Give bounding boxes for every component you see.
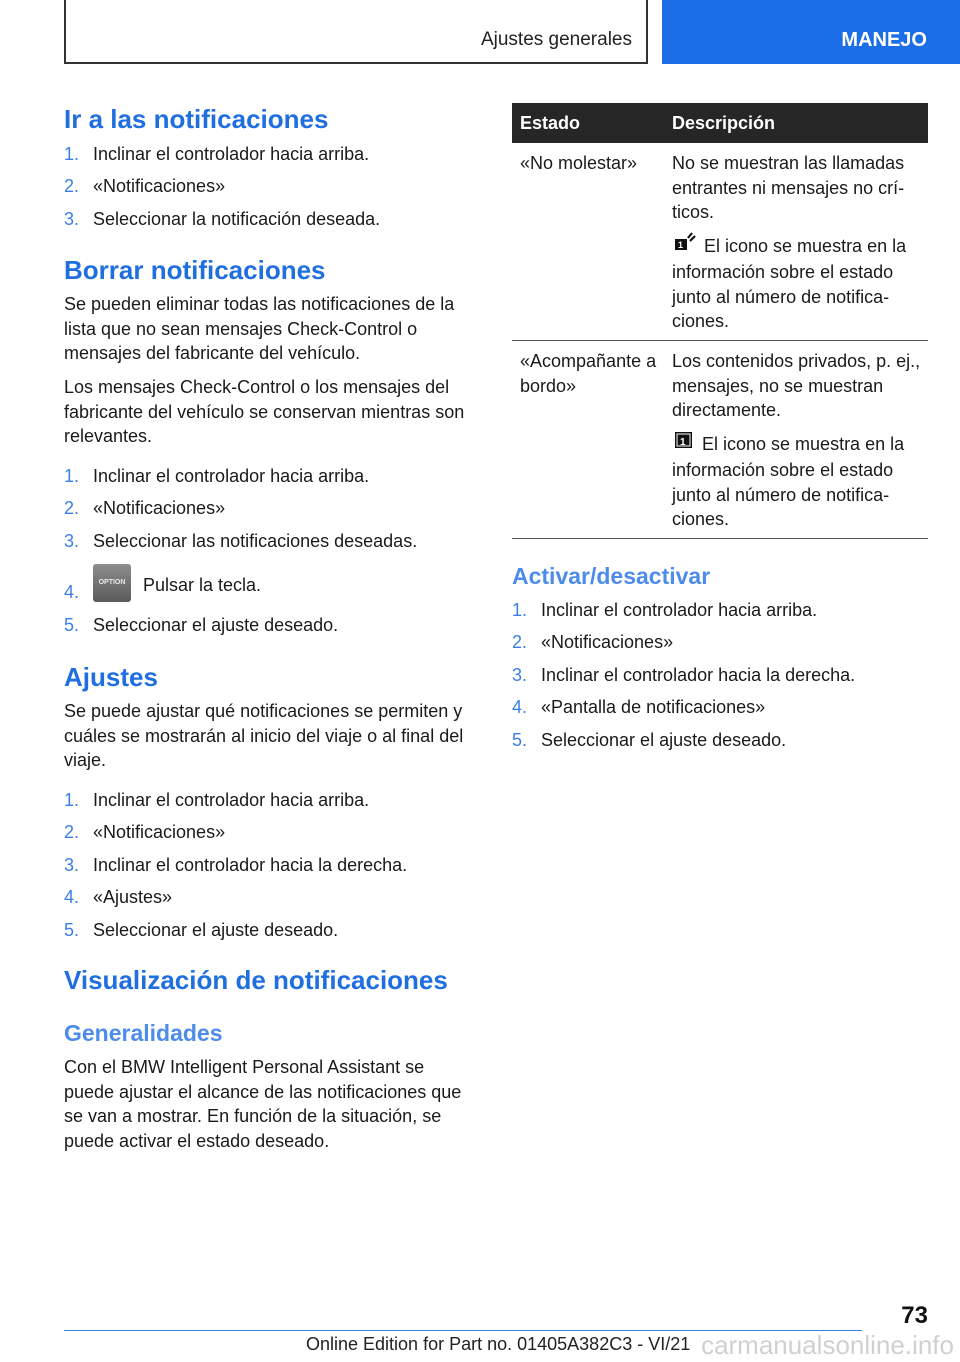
step-number: 1. <box>64 144 80 164</box>
state-table <box>512 103 928 539</box>
paragraph-display: Con el BMW Intelligent Personal Assistant se puede ajustar el alcance de las notificaciones que se van a mostrar. En función de la situación, se puede activar el estado deseado. <box>64 1057 462 1151</box>
paragraph-settings: Se puede ajustar qué notificaciones se permiten y cuáles se mostrarán al inicio del viaje o al final del viaje. <box>64 701 464 770</box>
svg-text:1: 1 <box>678 239 684 250</box>
step-number: 5. <box>64 919 80 940</box>
list-item <box>64 821 484 853</box>
list-item <box>64 614 484 646</box>
option-key-icon: OPTION <box>93 564 131 602</box>
header-section-title: Ajustes generales <box>480 29 632 50</box>
list-item <box>64 208 484 240</box>
list-item <box>64 143 484 175</box>
table-header-description: Descripción <box>672 113 776 133</box>
footer-edition: Online Edition for Part no. 01405A382C3 - VI/21 <box>306 1334 691 1354</box>
step-number: 3. <box>512 664 528 685</box>
step-text: Inclinar el controlador hacia la derecha. <box>541 664 856 685</box>
table-cell-description <box>672 151 922 343</box>
step-text: «Notificaciones» <box>93 176 226 197</box>
header-chapter-tab[interactable] <box>662 0 960 64</box>
list-item <box>64 465 484 497</box>
steps-goto <box>64 143 484 240</box>
page-number: 73 <box>901 1302 928 1329</box>
heading-goto-notifications: Ir a las notificaciones <box>64 104 329 134</box>
step-number: 3. <box>64 530 80 551</box>
step-number: 3. <box>64 854 80 875</box>
step-text: Seleccionar el ajuste deseado. <box>93 919 339 940</box>
step-number: 1. <box>64 790 80 810</box>
list-item <box>64 574 484 613</box>
step-text-with-key <box>93 567 261 605</box>
heading-delete-notifications: Borrar notificaciones <box>64 255 326 285</box>
table-header-state: Estado <box>520 113 581 133</box>
table-row <box>512 143 928 341</box>
step-text: Inclinar el controlador hacia la derecha. <box>93 854 408 875</box>
list-item <box>64 789 484 821</box>
step-text: Inclinar el controlador hacia arriba. <box>93 466 370 486</box>
list-item <box>512 696 928 728</box>
list-item <box>512 729 928 761</box>
list-item <box>64 530 484 562</box>
step-number: 4. <box>64 582 80 602</box>
do-not-disturb-icon <box>674 232 696 259</box>
step-text: «Notificaciones» <box>93 498 226 519</box>
icon-note-text: El icono se muestra en la información sobre el estado junto al número de notificaciones. <box>672 433 905 529</box>
step-text: Seleccionar las notificaciones deseadas. <box>93 530 418 551</box>
list-item <box>512 631 928 663</box>
step-text: «Ajustes» <box>93 887 173 908</box>
step-number: 2. <box>512 632 528 653</box>
step-number: 2. <box>64 176 80 197</box>
header-box <box>64 0 648 64</box>
heading-settings: Ajustes <box>64 662 158 692</box>
step-text: Seleccionar el ajuste deseado. <box>541 729 787 750</box>
list-item <box>512 599 928 631</box>
paragraph-delete-1: Se pueden eliminar todas las notificaciones de la lista que no sean mensajes Check-Control o mensajes del fabricante del vehículo. <box>64 294 455 363</box>
row-icon-note <box>672 432 922 532</box>
subheading-toggle: Activar/desactivar <box>512 563 711 589</box>
step-number: 2. <box>64 822 80 843</box>
step-number: 4. <box>64 887 80 908</box>
list-item <box>64 919 484 951</box>
list-item <box>512 664 928 696</box>
step-number: 1. <box>512 600 528 620</box>
steps-delete <box>64 465 484 562</box>
list-item <box>64 886 484 918</box>
icon-note-text: El icono se muestra en la información sobre el estado junto al número de notificaciones. <box>672 235 907 331</box>
watermark: carmanualsonline.info <box>701 1330 954 1360</box>
step-text: Seleccionar el ajuste deseado. <box>93 615 339 635</box>
steps-toggle <box>512 599 928 761</box>
list-item <box>64 175 484 207</box>
table-header <box>512 103 928 143</box>
paragraph-delete-2: Los mensajes Check-Control o los mensajes del fabricante del vehículo se conservan mientras son relevantes. <box>64 377 465 446</box>
table-row <box>512 341 928 539</box>
step-text: Inclinar el controlador hacia arriba. <box>93 144 370 164</box>
step-number: 4. <box>512 697 528 718</box>
step-number: 3. <box>64 208 80 229</box>
step-number: 5. <box>64 615 80 635</box>
row-description: Los contenidos privados, p. ej., mensajes, no se muestran directamente. <box>672 351 921 420</box>
row-description: No se muestran las llamadas entrantes ni mensajes no críticos. <box>672 153 905 222</box>
table-cell-state: «Acompañante a bordo» <box>520 351 657 396</box>
step-text: «Notificaciones» <box>93 822 226 843</box>
step-text: Inclinar el controlador hacia arriba. <box>541 600 818 620</box>
step-number: 1. <box>64 466 80 486</box>
step-text: Pulsar la tecla. <box>143 574 262 595</box>
passenger-on-board-icon <box>674 430 694 457</box>
step-number: 2. <box>64 498 80 519</box>
step-text: Inclinar el controlador hacia arriba. <box>93 790 370 810</box>
table-cell-description <box>672 349 922 541</box>
svg-text:1: 1 <box>680 436 686 448</box>
step-text: Seleccionar la notificación deseada. <box>93 208 381 229</box>
step-number: 5. <box>512 729 528 750</box>
steps-settings <box>64 789 484 951</box>
table-cell-state: «No molestar» <box>520 153 638 173</box>
step-text: «Pantalla de notificaciones» <box>541 697 766 718</box>
header-chapter-label: MANEJO <box>841 29 927 51</box>
row-icon-note <box>672 234 922 334</box>
list-item <box>64 854 484 886</box>
subheading-general: Generalidades <box>64 1020 223 1046</box>
heading-display-notifications: Visualización de notificaciones <box>64 965 448 995</box>
list-item <box>64 497 484 529</box>
step-text: «Notificaciones» <box>541 632 674 653</box>
